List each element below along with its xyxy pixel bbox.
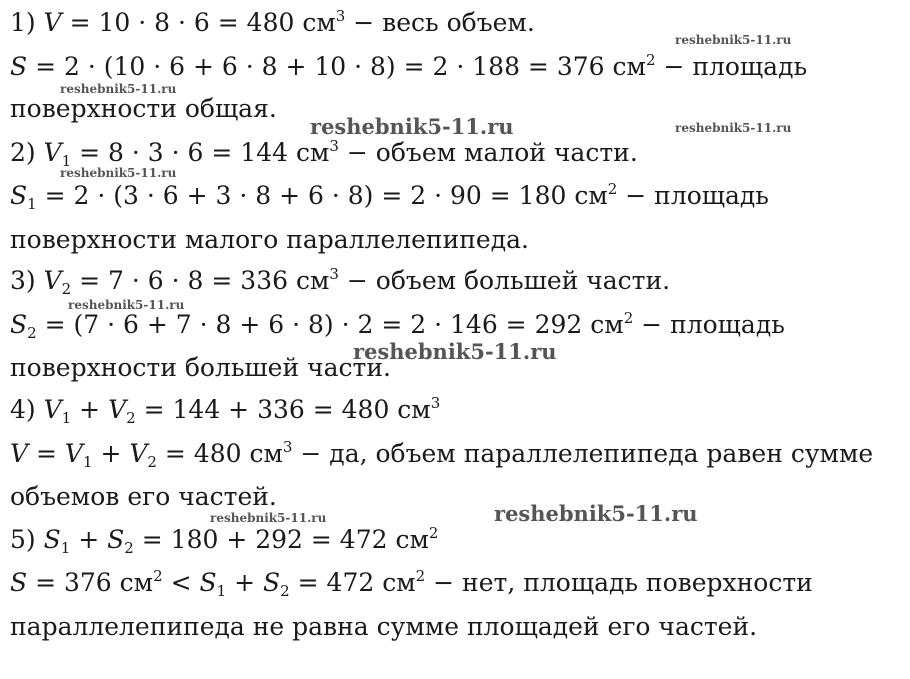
formula-text: = 8 · 3 · 6 = 144 см — [71, 138, 330, 167]
variable-S: S — [10, 181, 28, 210]
step-number: 2) — [10, 138, 44, 167]
solution-line-7 — [10, 266, 670, 296]
exponent: 2 — [623, 309, 634, 327]
subscript: 1 — [27, 195, 37, 213]
subscript: 2 — [27, 324, 37, 342]
exponent: 3 — [335, 7, 346, 25]
subscript: 2 — [280, 582, 290, 600]
watermark: reshebnik5-11.ru — [353, 339, 557, 364]
formula-text: = 2 · (3 · 6 + 3 · 8 + 6 · 8) = 2 · 90 = 180 см — [36, 181, 608, 210]
solution-line-9 — [10, 353, 391, 383]
exponent: 3 — [282, 438, 293, 456]
description-text: поверхности большей части. — [10, 353, 391, 382]
solution-line-1 — [10, 8, 535, 38]
variable-V: V — [64, 439, 83, 468]
variable-S: S — [10, 310, 28, 339]
watermark: reshebnik5-11.ru — [675, 33, 792, 47]
solution-line-2 — [10, 52, 807, 82]
description-text: − площадь — [617, 181, 769, 210]
solution-line-13 — [10, 525, 438, 555]
subscript: 1 — [216, 582, 227, 600]
solution-line-12 — [10, 482, 277, 512]
solution-line-5 — [10, 181, 769, 211]
step-number: 3) — [10, 266, 44, 295]
subscript: 2 — [61, 280, 72, 298]
operator: + — [92, 439, 130, 468]
description-text: поверхности малого параллелепипеда. — [10, 225, 529, 254]
operator: + — [71, 395, 109, 424]
description-text: − объем малой части. — [338, 138, 638, 167]
exponent: 3 — [430, 394, 441, 412]
variable-V: V — [10, 439, 29, 468]
subscript: 2 — [147, 453, 157, 471]
variable-S: S — [10, 52, 28, 81]
operator: = — [28, 439, 65, 468]
watermark: reshebnik5-11.ru — [210, 511, 327, 525]
watermark: reshebnik5-11.ru — [60, 82, 177, 96]
description-text: − нет, площадь поверхности — [425, 568, 813, 597]
formula-text: = (7 · 6 + 7 · 8 + 6 · 8) · 2 = 2 · 146 = 292 см — [36, 310, 624, 339]
subscript: 1 — [60, 539, 71, 557]
step-number: 1) — [10, 8, 44, 37]
operator: < — [162, 568, 200, 597]
description-text: объемов его частей. — [10, 482, 277, 511]
exponent: 2 — [428, 524, 439, 542]
solution-line-4 — [10, 138, 638, 168]
variable-S: S — [107, 525, 125, 554]
variable-V: V — [108, 395, 127, 424]
variable-V: V — [43, 8, 62, 37]
solution-line-14 — [10, 568, 813, 598]
step-number: 5) — [10, 525, 44, 554]
formula-text: = 376 см — [27, 568, 154, 597]
operator: + — [226, 568, 264, 597]
variable-V: V — [43, 138, 62, 167]
solution-line-15 — [10, 612, 757, 642]
exponent: 2 — [645, 51, 656, 69]
solution-line-11 — [10, 439, 873, 469]
exponent: 2 — [153, 567, 163, 585]
operator: + — [70, 525, 108, 554]
description-text: − площадь — [633, 310, 785, 339]
subscript: 2 — [124, 539, 134, 557]
description-text: − объем большей части. — [338, 266, 671, 295]
solution-line-8 — [10, 310, 785, 340]
variable-S: S — [43, 525, 61, 554]
watermark: reshebnik5-11.ru — [310, 114, 514, 139]
variable-S: S — [199, 568, 217, 597]
description-text: − площадь — [655, 52, 808, 81]
formula-text: = 480 см — [156, 439, 283, 468]
formula-text: = 144 + 336 = 480 см — [135, 395, 431, 424]
variable-V: V — [129, 439, 148, 468]
formula-text: = 180 + 292 = 472 см — [133, 525, 429, 554]
exponent: 2 — [415, 567, 426, 585]
watermark: reshebnik5-11.ru — [60, 166, 177, 180]
description-text: параллелепипеда не равна сумме площадей его частей. — [10, 612, 758, 641]
description-text: − весь объем. — [345, 8, 535, 37]
formula-text: = 7 · 6 · 8 = 336 см — [71, 266, 330, 295]
variable-S: S — [263, 568, 281, 597]
formula-text: = 472 см — [289, 568, 416, 597]
exponent: 2 — [607, 180, 618, 198]
subscript: 1 — [61, 409, 72, 427]
subscript: 1 — [82, 453, 93, 471]
subscript: 2 — [126, 409, 136, 427]
solution-line-3 — [10, 94, 277, 124]
solution-line-10 — [10, 395, 440, 425]
exponent: 3 — [329, 137, 339, 155]
watermark: reshebnik5-11.ru — [675, 121, 792, 135]
watermark: reshebnik5-11.ru — [68, 298, 185, 312]
formula-text: = 2 · (10 · 6 + 6 · 8 + 10 · 8) = 2 · 188 = 376 см — [27, 52, 646, 81]
description-text: − да, объем параллелепипеда равен сумме — [292, 439, 874, 468]
solution-line-6 — [10, 225, 529, 255]
variable-S: S — [10, 568, 28, 597]
formula-text: = 10 · 8 · 6 = 480 см — [61, 8, 336, 37]
exponent: 3 — [329, 265, 339, 283]
variable-V: V — [43, 266, 62, 295]
variable-V: V — [43, 395, 62, 424]
description-text: поверхности общая. — [10, 94, 277, 123]
step-number: 4) — [10, 395, 44, 424]
subscript: 1 — [61, 152, 72, 170]
watermark: reshebnik5-11.ru — [494, 501, 698, 526]
